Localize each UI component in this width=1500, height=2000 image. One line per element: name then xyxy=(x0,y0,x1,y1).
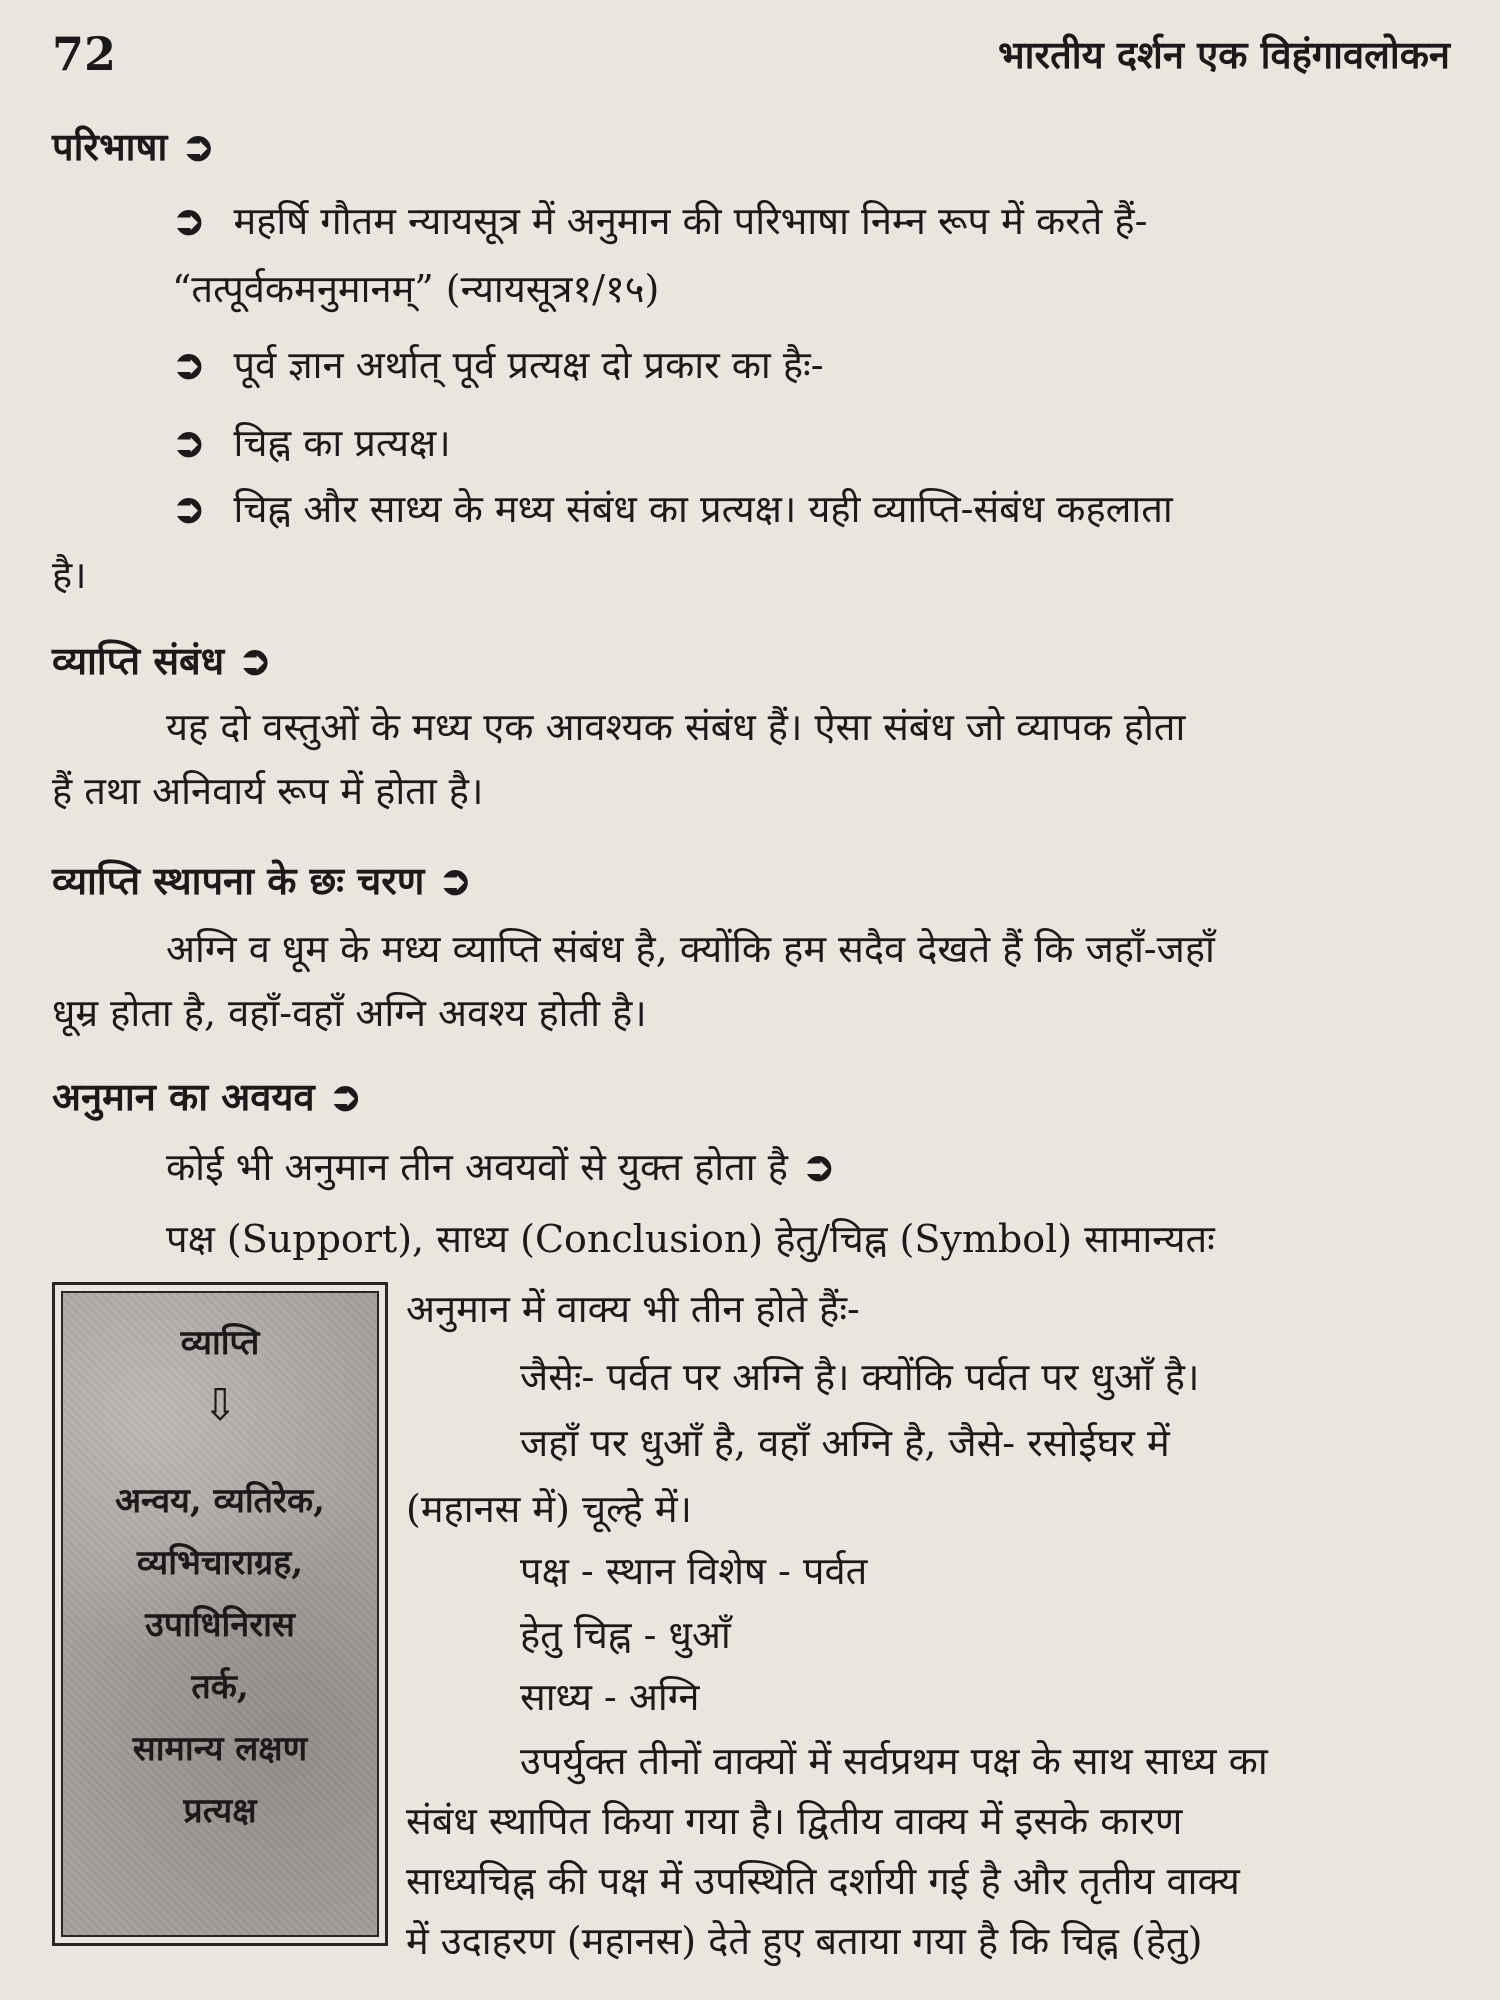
box-title: व्याप्ति xyxy=(180,1323,260,1363)
vyapti-sambandh-line-2: हैं तथा अनिवार्य रूप में होता है। xyxy=(52,769,484,813)
paribhasha-point-4-cont: है। xyxy=(52,553,87,597)
paribhasha-point-2: ➲ पूर्व ज्ञान अर्थात् पूर्व प्रत्यक्ष दो प्रकार का हैः- xyxy=(172,341,824,388)
arrow-right-icon: ➲ xyxy=(328,1073,363,1120)
vyapti-sambandh-line-1: यह दो वस्तुओं के मध्य एक आवश्यक संबंध हैं। ऐसा संबंध जो व्यापक होता xyxy=(166,705,1186,749)
heading-vyapti-sthapana: व्याप्ति स्थापना के छः चरण ➲ xyxy=(52,857,472,904)
arrow-right-icon: ➲ xyxy=(172,341,206,388)
example-2-cont: (महानस में) चूल्हे में। xyxy=(406,1487,692,1531)
page-number: 72 xyxy=(52,27,117,81)
arrow-right-icon: ➲ xyxy=(172,419,206,466)
arrow-right-icon: ➲ xyxy=(172,197,206,244)
arrow-right-icon: ➲ xyxy=(238,637,272,684)
box-item: सामान्य लक्षण xyxy=(132,1729,308,1769)
paksha-line: पक्ष - स्थान विशेष - पर्वत xyxy=(520,1549,868,1593)
box-item: व्यभिचाराग्रह, xyxy=(136,1543,304,1583)
arrow-right-icon: ➲ xyxy=(172,485,206,532)
arrow-down-icon: ⇩ xyxy=(201,1380,239,1431)
example-1: जैसेः- पर्वत पर अग्नि है। क्योंकि पर्वत पर धुआँ है। xyxy=(520,1355,1200,1399)
paribhasha-point-1: ➲ महर्षि गौतम न्यायसूत्र में अनुमान की परिभाषा निम्न रूप में करते हैं- xyxy=(172,197,1148,244)
anuman-avayav-line-3: अनुमान में वाक्य भी तीन होते हैंः- xyxy=(406,1287,860,1331)
anuman-avayav-line-2: पक्ष (Support), साध्य (Conclusion) हेतु/चिह्न (Symbol) सामान्यतः xyxy=(166,1217,1215,1261)
hetu-line: हेतु चिह्न - धुआँ xyxy=(520,1613,731,1657)
vyapti-steps-box xyxy=(52,1282,388,1946)
box-item: प्रत्यक्ष xyxy=(183,1791,257,1831)
paribhasha-point-4: ➲ चिह्न और साध्य के मध्य संबंध का प्रत्यक्ष। यही व्याप्ति-संबंध कहलाता xyxy=(172,485,1173,532)
sadhya-line: साध्य - अग्नि xyxy=(520,1675,700,1719)
heading-paribhasha: परिभाषा ➲ xyxy=(52,123,215,170)
paribhasha-point-3: ➲ चिह्न का प्रत्यक्ष। xyxy=(172,419,451,466)
box-item: उपाधिनिरास xyxy=(145,1605,295,1645)
arrow-right-icon: ➲ xyxy=(801,1143,836,1190)
box-item: अन्वय, व्यतिरेक, xyxy=(115,1481,325,1521)
vyapti-sthapana-line-1: अग्नि व धूम के मध्य व्याप्ति संबंध है, क्योंकि हम सदैव देखते हैं कि जहाँ-जहाँ xyxy=(166,927,1215,971)
heading-vyapti-sambandh: व्याप्ति संबंध ➲ xyxy=(52,637,272,684)
explanation-line-3: साध्यचिह्न की पक्ष में उपस्थिति दर्शायी गई है और तृतीय वाक्य xyxy=(406,1859,1240,1903)
explanation-line-4: में उदाहरण (महानस) देते हुए बताया गया है कि चिह्न (हेतु) xyxy=(406,1919,1203,1963)
running-title: भारतीय दर्शन एक विहंगावलोकन xyxy=(997,32,1450,77)
arrow-right-icon: ➲ xyxy=(438,857,472,904)
paribhasha-sutra: “तत्पूर्वकमनुमानम्” (न्यायसूत्र१/१५) xyxy=(172,267,660,311)
box-item: तर्क, xyxy=(191,1667,249,1707)
explanation-line-1: उपर्युक्त तीनों वाक्यों में सर्वप्रथम पक्ष के साथ साध्य का xyxy=(520,1739,1268,1783)
example-2: जहाँ पर धुआँ है, वहाँ अग्नि है, जैसे- रसोईघर में xyxy=(520,1421,1170,1465)
explanation-line-2: संबंध स्थापित किया गया है। द्वितीय वाक्य में इसके कारण xyxy=(406,1799,1183,1843)
anuman-avayav-line-1: कोई भी अनुमान तीन अवयवों से युक्त होता है ➲ xyxy=(166,1143,836,1190)
arrow-right-icon: ➲ xyxy=(181,123,215,170)
vyapti-sthapana-line-2: धूम्र होता है, वहाँ-वहाँ अग्नि अवश्य होती है। xyxy=(52,991,647,1035)
heading-anuman-avayav: अनुमान का अवयव ➲ xyxy=(52,1073,363,1120)
